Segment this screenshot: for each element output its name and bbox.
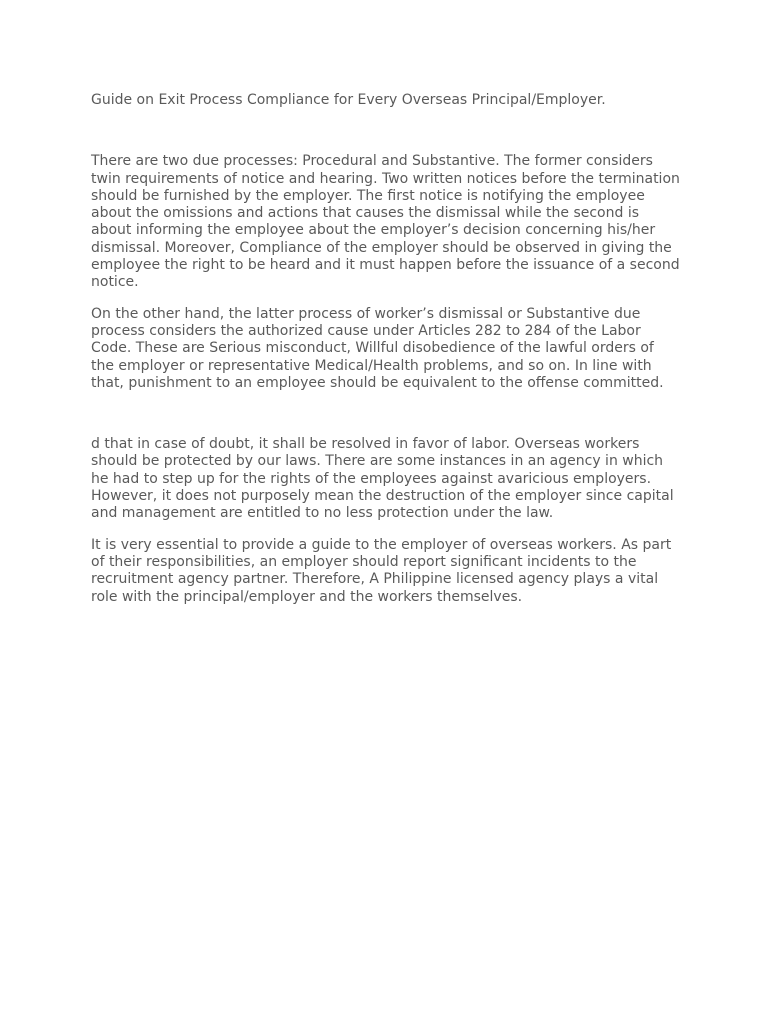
paragraph-employer-guide: It is very essential to provide a guide to the employer of overseas workers. As part of their responsibilities, an employer should report significant incidents to the recruitment agency partner. Therefore, A Philippine licensed agency plays a vital role with the principal/employer and the workers themselves.: [91, 536, 672, 605]
document-body: [91, 92, 681, 606]
paragraph-favor-of-labor: d that in case of doubt, it shall be resolved in favor of labor. Overseas workers should be protected by our laws. There are some instances in an agency in which he had to step up for the rights of the employees against avaricious employers. However, it does not purposely mean the destruction of the employer since capital and management are entitled to no less protection under the law.: [91, 436, 674, 522]
paragraph-substantive-due-process: On the other hand, the latter process of worker’s dismissal or Substantive due process considers the authorized cause under Articles 282 to 284 of the Labor Code. These are Serious misconduct, Willful disobedience of the lawful orders of the employer or representative Medical/Health problems, and so on. In line with that, punishment to an employee should be equivalent to the offense committed.: [91, 305, 664, 391]
spacer: [91, 109, 681, 153]
spacer: [91, 523, 681, 537]
spacer: [91, 292, 681, 306]
paragraph-procedural-due-process: There are two due processes: Procedural and Substantive. The former considers twin requirements of notice and hearing. Two written notices before the termination should be furnished by the employer. The first notice is notifying the employee about the omissions and actions that causes the dismissal while the second is about informing the employee about the employer’s decision concerning his/her dismissal. Moreover, Compliance of the employer should be observed in giving the employee the right to be heard and it must happen before the issuance of a second notice.: [91, 153, 680, 291]
spacer: [91, 392, 681, 436]
document-title: Guide on Exit Process Compliance for Every Overseas Principal/Employer.: [91, 92, 606, 108]
